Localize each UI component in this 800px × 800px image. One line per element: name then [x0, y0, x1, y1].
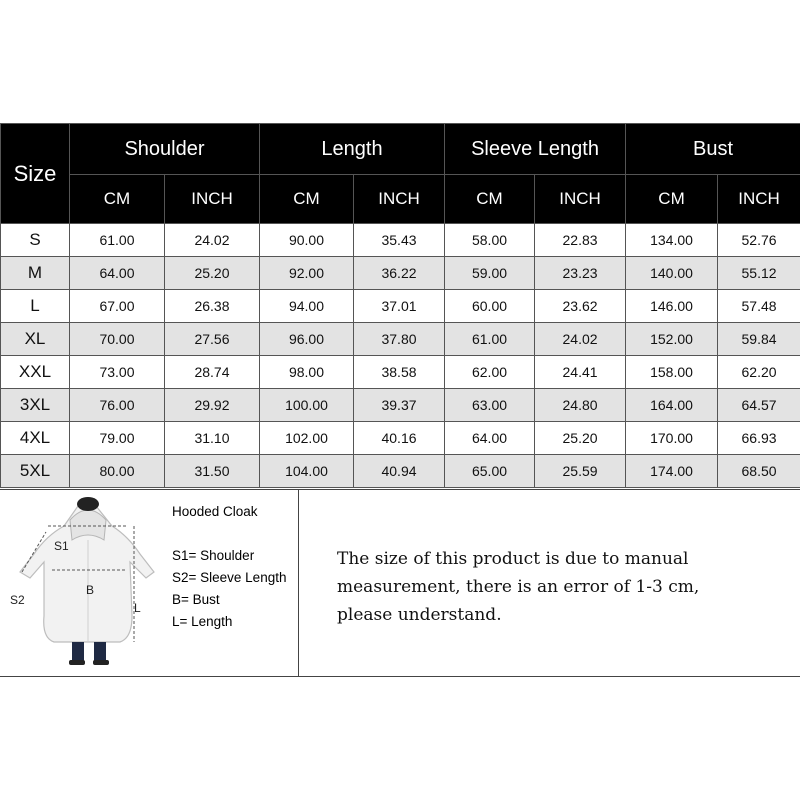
value-cell: 164.00 — [626, 389, 718, 422]
value-cell: 31.50 — [165, 455, 260, 488]
value-cell: 55.12 — [718, 257, 800, 290]
note-line-1: The size of this product is due to manual — [337, 549, 689, 569]
value-cell: 64.00 — [70, 257, 165, 290]
value-cell: 61.00 — [70, 224, 165, 257]
value-cell: 102.00 — [260, 422, 354, 455]
value-cell: 37.80 — [354, 323, 445, 356]
value-cell: 57.48 — [718, 290, 800, 323]
value-cell: 134.00 — [626, 224, 718, 257]
value-cell: 104.00 — [260, 455, 354, 488]
value-cell: 80.00 — [70, 455, 165, 488]
value-cell: 98.00 — [260, 356, 354, 389]
value-cell: 92.00 — [260, 257, 354, 290]
value-cell: 152.00 — [626, 323, 718, 356]
value-cell: 100.00 — [260, 389, 354, 422]
value-cell: 23.62 — [535, 290, 626, 323]
panel-divider — [298, 490, 299, 676]
value-cell: 52.76 — [718, 224, 800, 257]
value-cell: 40.16 — [354, 422, 445, 455]
value-cell: 39.37 — [354, 389, 445, 422]
table-row — [1, 290, 800, 323]
length-inch-header: INCH — [354, 175, 445, 224]
value-cell: 26.38 — [165, 290, 260, 323]
sleeve-inch-header: INCH — [535, 175, 626, 224]
value-cell: 24.41 — [535, 356, 626, 389]
size-cell: M — [1, 257, 70, 290]
value-cell: 174.00 — [626, 455, 718, 488]
size-cell: S — [1, 224, 70, 257]
value-cell: 25.20 — [165, 257, 260, 290]
note-line-2: measurement, there is an error of 1-3 cm, — [337, 577, 700, 597]
value-cell: 62.20 — [718, 356, 800, 389]
s1-marker: S1 — [54, 539, 69, 553]
b-marker: B — [86, 583, 95, 597]
value-cell: 38.58 — [354, 356, 445, 389]
legend-shoulder: S1= Shoulder — [172, 548, 255, 563]
length-cm-header: CM — [260, 175, 354, 224]
size-cell: 5XL — [1, 455, 70, 488]
table-row — [1, 389, 800, 422]
value-cell: 40.94 — [354, 455, 445, 488]
value-cell: 27.56 — [165, 323, 260, 356]
legend-length: L= Length — [172, 614, 233, 629]
cloak-illustration — [8, 496, 163, 668]
sleeve-cm-header: CM — [445, 175, 535, 224]
value-cell: 90.00 — [260, 224, 354, 257]
value-cell: 29.92 — [165, 389, 260, 422]
size-cell: XL — [1, 323, 70, 356]
value-cell: 61.00 — [445, 323, 535, 356]
value-cell: 25.20 — [535, 422, 626, 455]
value-cell: 36.22 — [354, 257, 445, 290]
value-cell: 58.00 — [445, 224, 535, 257]
value-cell: 22.83 — [535, 224, 626, 257]
value-cell: 25.59 — [535, 455, 626, 488]
value-cell: 37.01 — [354, 290, 445, 323]
sleeve-length-header: Sleeve Length — [445, 124, 626, 175]
value-cell: 64.57 — [718, 389, 800, 422]
value-cell: 24.02 — [535, 323, 626, 356]
value-cell: 94.00 — [260, 290, 354, 323]
size-column-header: Size — [1, 124, 70, 224]
value-cell: 59.00 — [445, 257, 535, 290]
bust-inch-header: INCH — [718, 175, 800, 224]
value-cell: 24.02 — [165, 224, 260, 257]
l-marker: L — [134, 601, 141, 615]
value-cell: 24.80 — [535, 389, 626, 422]
size-cell: 4XL — [1, 422, 70, 455]
size-cell: XXL — [1, 356, 70, 389]
product-name: Hooded Cloak — [172, 504, 258, 519]
table-row — [1, 257, 800, 290]
bust-header: Bust — [626, 124, 800, 175]
value-cell: 73.00 — [70, 356, 165, 389]
size-chart-table — [0, 123, 800, 488]
value-cell: 76.00 — [70, 389, 165, 422]
size-rows — [1, 224, 800, 488]
table-row — [1, 224, 800, 257]
value-cell: 170.00 — [626, 422, 718, 455]
bust-cm-header: CM — [626, 175, 718, 224]
measurement-note — [337, 545, 787, 629]
table-row — [1, 455, 800, 488]
shoulder-inch-header: INCH — [165, 175, 260, 224]
shoulder-cm-header: CM — [70, 175, 165, 224]
value-cell: 158.00 — [626, 356, 718, 389]
table-row — [1, 323, 800, 356]
value-cell: 59.84 — [718, 323, 800, 356]
value-cell: 96.00 — [260, 323, 354, 356]
value-cell: 62.00 — [445, 356, 535, 389]
value-cell: 31.10 — [165, 422, 260, 455]
s2-marker: S2 — [10, 593, 25, 607]
info-panel — [0, 489, 800, 677]
value-cell: 28.74 — [165, 356, 260, 389]
shoulder-header: Shoulder — [70, 124, 260, 175]
value-cell: 63.00 — [445, 389, 535, 422]
value-cell: 35.43 — [354, 224, 445, 257]
legend-sleeve-length: S2= Sleeve Length — [172, 570, 287, 585]
value-cell: 65.00 — [445, 455, 535, 488]
table-row — [1, 356, 800, 389]
value-cell: 140.00 — [626, 257, 718, 290]
size-cell: 3XL — [1, 389, 70, 422]
value-cell: 67.00 — [70, 290, 165, 323]
value-cell: 79.00 — [70, 422, 165, 455]
legend-bust: B= Bust — [172, 592, 220, 607]
value-cell: 64.00 — [445, 422, 535, 455]
value-cell: 66.93 — [718, 422, 800, 455]
cloak-measurement-figure — [8, 496, 163, 668]
value-cell: 60.00 — [445, 290, 535, 323]
value-cell: 68.50 — [718, 455, 800, 488]
table-row — [1, 422, 800, 455]
length-header: Length — [260, 124, 445, 175]
value-cell: 23.23 — [535, 257, 626, 290]
note-line-3: please understand. — [337, 605, 502, 625]
size-cell: L — [1, 290, 70, 323]
value-cell: 70.00 — [70, 323, 165, 356]
value-cell: 146.00 — [626, 290, 718, 323]
